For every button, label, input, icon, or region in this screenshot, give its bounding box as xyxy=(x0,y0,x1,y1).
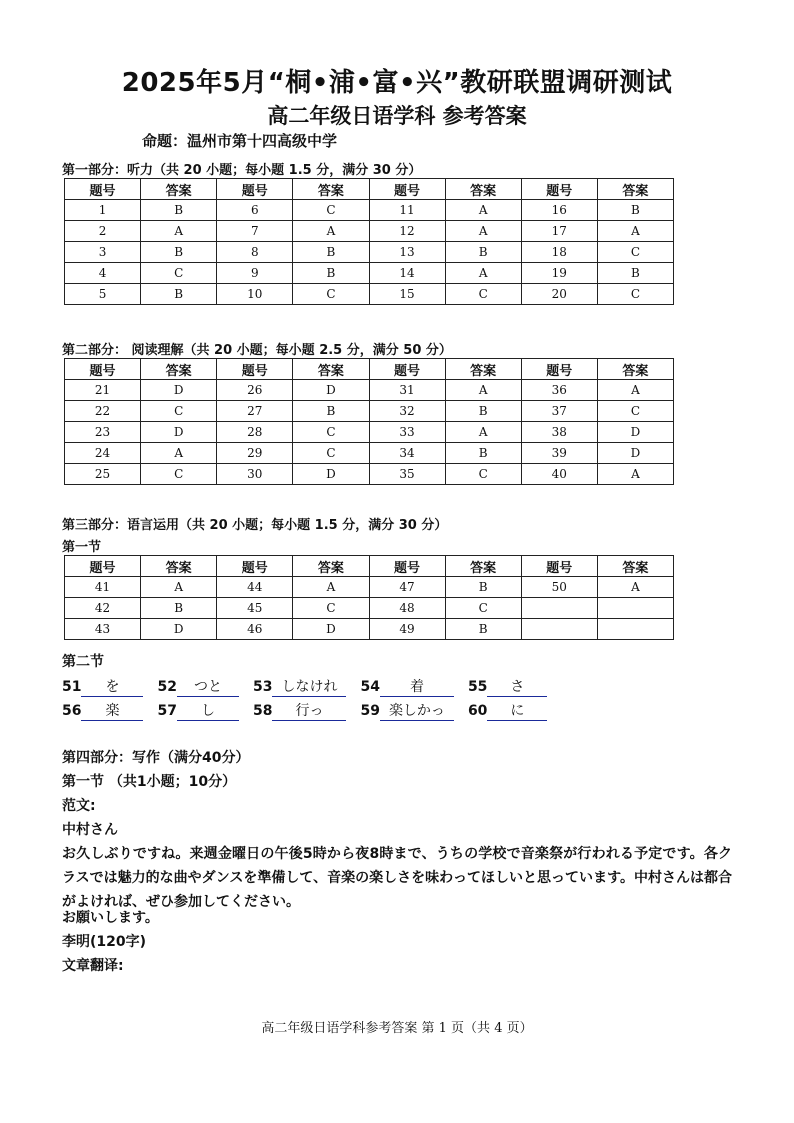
question-number-cell: 4 xyxy=(65,263,141,284)
fill-blank-item xyxy=(62,700,143,721)
language-use-answer-table xyxy=(64,555,674,640)
answer-cell: B xyxy=(597,200,673,221)
column-header-number: 题号 xyxy=(521,179,597,200)
table-header-row xyxy=(65,359,674,380)
table-row xyxy=(65,242,674,263)
question-number-cell: 19 xyxy=(521,263,597,284)
answer-cell: B xyxy=(141,200,217,221)
answer-cell: A xyxy=(445,200,521,221)
question-number-cell: 30 xyxy=(217,464,293,485)
answer-cell: C xyxy=(141,401,217,422)
page-footer: 高二年级日语学科参考答案 第 1 页（共 4 页） xyxy=(261,1021,533,1036)
question-number-cell: 17 xyxy=(521,221,597,242)
answer-cell: B xyxy=(293,401,369,422)
blank-answer: し xyxy=(177,700,239,721)
blank-answer: 着 xyxy=(380,676,454,697)
answer-cell: C xyxy=(293,200,369,221)
question-number-cell: 40 xyxy=(521,464,597,485)
column-header-answer: 答案 xyxy=(141,556,217,577)
question-number-cell: 50 xyxy=(521,577,597,598)
question-number-cell: 24 xyxy=(65,443,141,464)
question-number-cell: 15 xyxy=(369,284,445,305)
fill-blank-item xyxy=(253,676,346,697)
part4-heading: 第四部分：写作（满分40分） xyxy=(62,750,250,766)
page-subtitle: 高二年级日语学科 参考答案 xyxy=(267,104,527,128)
column-header-number: 题号 xyxy=(521,359,597,380)
answer-cell: A xyxy=(597,464,673,485)
question-number-cell: 29 xyxy=(217,443,293,464)
page-title: 2025年5月“桐•浦•富•兴”教研联盟调研测试 xyxy=(121,68,673,98)
answer-cell: D xyxy=(141,422,217,443)
column-header-answer: 答案 xyxy=(445,556,521,577)
fill-blank-row-2 xyxy=(62,700,561,721)
answer-cell: B xyxy=(141,598,217,619)
column-header-number: 题号 xyxy=(217,556,293,577)
fill-blank-item xyxy=(253,700,346,721)
answer-cell: C xyxy=(141,263,217,284)
question-number-cell: 7 xyxy=(217,221,293,242)
answer-cell: B xyxy=(445,619,521,640)
table-row xyxy=(65,422,674,443)
column-header-answer: 答案 xyxy=(293,556,369,577)
answer-cell: A xyxy=(293,221,369,242)
blank-number: 57 xyxy=(157,703,177,719)
question-number-cell: 43 xyxy=(65,619,141,640)
question-number-cell: 49 xyxy=(369,619,445,640)
answer-cell: A xyxy=(597,577,673,598)
question-number-cell: 45 xyxy=(217,598,293,619)
question-number-cell: 25 xyxy=(65,464,141,485)
part4-section1-label: 第一节 （共1小题；10分） xyxy=(62,774,237,790)
question-number-cell: 18 xyxy=(521,242,597,263)
answer-cell: B xyxy=(597,263,673,284)
answer-cell: A xyxy=(141,443,217,464)
question-number-cell: 22 xyxy=(65,401,141,422)
answer-cell: A xyxy=(445,422,521,443)
answer-cell: C xyxy=(597,401,673,422)
question-number-cell: 9 xyxy=(217,263,293,284)
blank-answer: を xyxy=(81,676,143,697)
answer-cell: C xyxy=(141,464,217,485)
question-number-cell: 10 xyxy=(217,284,293,305)
question-number-cell: 6 xyxy=(217,200,293,221)
column-header-number: 题号 xyxy=(369,556,445,577)
question-number-cell: 27 xyxy=(217,401,293,422)
question-number-cell: 3 xyxy=(65,242,141,263)
answer-cell: C xyxy=(293,284,369,305)
part3-section1-label: 第一节 xyxy=(62,540,102,555)
column-header-number: 题号 xyxy=(217,359,293,380)
question-number-cell: 31 xyxy=(369,380,445,401)
question-number-cell: 21 xyxy=(65,380,141,401)
question-number-cell: 11 xyxy=(369,200,445,221)
answer-cell: D xyxy=(597,443,673,464)
answer-cell: B xyxy=(445,401,521,422)
table-row xyxy=(65,464,674,485)
table-row xyxy=(65,263,674,284)
essay-body: お久しぶりですね。来週金曜日の午後5時から夜8時まで、うちの学校で音楽祭が行われる予定です。各クラスでは魅力的な曲やダンスを準備して、音楽の楽しさを味わってほしいと思っています。中村さんは都合がよければ、ぜひ参加してください。 xyxy=(62,846,732,910)
blank-number: 51 xyxy=(62,679,82,695)
question-number-cell: 37 xyxy=(521,401,597,422)
answer-cell xyxy=(597,598,673,619)
question-number-cell: 35 xyxy=(369,464,445,485)
answer-cell: A xyxy=(597,380,673,401)
reading-answer-table xyxy=(64,358,674,485)
blank-number: 60 xyxy=(467,703,488,719)
answer-cell: C xyxy=(445,284,521,305)
table-row xyxy=(65,443,674,464)
table-row xyxy=(65,200,674,221)
column-header-answer: 答案 xyxy=(597,556,673,577)
column-header-number: 题号 xyxy=(369,359,445,380)
answer-cell: A xyxy=(445,221,521,242)
column-header-answer: 答案 xyxy=(597,359,673,380)
sample-essay-label: 范文: xyxy=(62,798,96,814)
answer-cell: B xyxy=(445,443,521,464)
essay-signature: 李明(120字) xyxy=(62,934,147,950)
answer-cell: D xyxy=(293,619,369,640)
table-row xyxy=(65,380,674,401)
answer-cell: B xyxy=(141,284,217,305)
question-number-cell: 5 xyxy=(65,284,141,305)
fill-blank-item xyxy=(157,676,238,697)
question-number-cell: 20 xyxy=(521,284,597,305)
blank-answer: 楽 xyxy=(81,700,143,721)
answer-cell: A xyxy=(597,221,673,242)
question-number-cell: 13 xyxy=(369,242,445,263)
table-row xyxy=(65,284,674,305)
answer-cell: B xyxy=(293,263,369,284)
question-number-cell: 48 xyxy=(369,598,445,619)
answer-cell: A xyxy=(141,221,217,242)
column-header-number: 题号 xyxy=(65,179,141,200)
blank-answer: しなけれ xyxy=(272,676,346,697)
column-header-number: 题号 xyxy=(217,179,293,200)
essay-closing: お願いします。 xyxy=(62,910,159,926)
blank-number: 53 xyxy=(252,679,273,695)
answer-cell: C xyxy=(445,464,521,485)
question-number-cell: 16 xyxy=(521,200,597,221)
column-header-answer: 答案 xyxy=(445,179,521,200)
answer-cell: B xyxy=(293,242,369,263)
question-number-cell: 33 xyxy=(369,422,445,443)
blank-answer: 楽しかっ xyxy=(380,700,454,721)
blank-number: 52 xyxy=(157,679,177,695)
answer-cell xyxy=(597,619,673,640)
question-number-cell xyxy=(521,619,597,640)
question-number-cell: 47 xyxy=(369,577,445,598)
part3-section2-label: 第二节 xyxy=(62,654,104,670)
fill-blank-item xyxy=(62,676,143,697)
column-header-number: 题号 xyxy=(521,556,597,577)
table-row xyxy=(65,221,674,242)
question-number-cell: 36 xyxy=(521,380,597,401)
question-number-cell: 34 xyxy=(369,443,445,464)
table-row xyxy=(65,401,674,422)
answer-cell: D xyxy=(141,380,217,401)
answer-cell: A xyxy=(445,380,521,401)
question-number-cell: 12 xyxy=(369,221,445,242)
fill-blank-row-1 xyxy=(62,676,561,697)
fill-blank-item xyxy=(468,676,547,697)
listening-answer-table xyxy=(64,178,674,305)
blank-number: 59 xyxy=(360,703,380,719)
answer-cell: C xyxy=(293,598,369,619)
question-number-cell: 39 xyxy=(521,443,597,464)
question-number-cell xyxy=(521,598,597,619)
fill-blank-item xyxy=(360,676,453,697)
part1-heading: 第一部分：听力（共 20 小题；每小题 1.5 分，满分 30 分） xyxy=(62,163,422,178)
author-line: 命题：温州市第十四高级中学 xyxy=(142,132,338,150)
question-number-cell: 8 xyxy=(217,242,293,263)
answer-cell: A xyxy=(141,577,217,598)
question-number-cell: 38 xyxy=(521,422,597,443)
blank-answer: さ xyxy=(487,676,547,697)
answer-cell: D xyxy=(141,619,217,640)
blank-number: 55 xyxy=(467,679,488,695)
answer-cell: D xyxy=(597,422,673,443)
question-number-cell: 41 xyxy=(65,577,141,598)
question-number-cell: 1 xyxy=(65,200,141,221)
answer-cell: C xyxy=(445,598,521,619)
translation-label: 文章翻译: xyxy=(62,958,124,974)
table-row xyxy=(65,598,674,619)
question-number-cell: 14 xyxy=(369,263,445,284)
question-number-cell: 28 xyxy=(217,422,293,443)
blank-answer: つと xyxy=(177,676,239,697)
column-header-answer: 答案 xyxy=(141,359,217,380)
table-header-row xyxy=(65,556,674,577)
fill-blank-item xyxy=(157,700,238,721)
column-header-answer: 答案 xyxy=(141,179,217,200)
column-header-answer: 答案 xyxy=(293,359,369,380)
question-number-cell: 44 xyxy=(217,577,293,598)
blank-answer: に xyxy=(487,700,547,721)
answer-cell: D xyxy=(293,380,369,401)
blank-number: 58 xyxy=(252,703,273,719)
answer-cell: B xyxy=(445,577,521,598)
answer-cell: D xyxy=(293,464,369,485)
column-header-number: 题号 xyxy=(65,556,141,577)
fill-blank-item xyxy=(360,700,453,721)
answer-cell: B xyxy=(141,242,217,263)
question-number-cell: 32 xyxy=(369,401,445,422)
column-header-answer: 答案 xyxy=(445,359,521,380)
answer-cell: C xyxy=(597,242,673,263)
fill-blank-item xyxy=(468,700,547,721)
table-row xyxy=(65,619,674,640)
answer-cell: C xyxy=(293,443,369,464)
column-header-number: 题号 xyxy=(369,179,445,200)
column-header-number: 题号 xyxy=(65,359,141,380)
part3-heading: 第三部分：语言运用（共 20 小题；每小题 1.5 分，满分 30 分） xyxy=(62,518,448,533)
question-number-cell: 46 xyxy=(217,619,293,640)
table-row xyxy=(65,577,674,598)
column-header-answer: 答案 xyxy=(293,179,369,200)
answer-cell: C xyxy=(597,284,673,305)
answer-cell: A xyxy=(445,263,521,284)
answer-cell: A xyxy=(293,577,369,598)
answer-cell: B xyxy=(445,242,521,263)
blank-answer: 行っ xyxy=(272,700,346,721)
question-number-cell: 2 xyxy=(65,221,141,242)
question-number-cell: 26 xyxy=(217,380,293,401)
essay-greeting: 中村さん xyxy=(62,822,118,838)
table-header-row xyxy=(65,179,674,200)
question-number-cell: 23 xyxy=(65,422,141,443)
part2-heading: 第二部分： 阅读理解（共 20 小题；每小题 2.5 分，满分 50 分） xyxy=(62,343,452,358)
blank-number: 54 xyxy=(360,679,380,695)
column-header-answer: 答案 xyxy=(597,179,673,200)
question-number-cell: 42 xyxy=(65,598,141,619)
blank-number: 56 xyxy=(62,703,82,719)
answer-cell: C xyxy=(293,422,369,443)
